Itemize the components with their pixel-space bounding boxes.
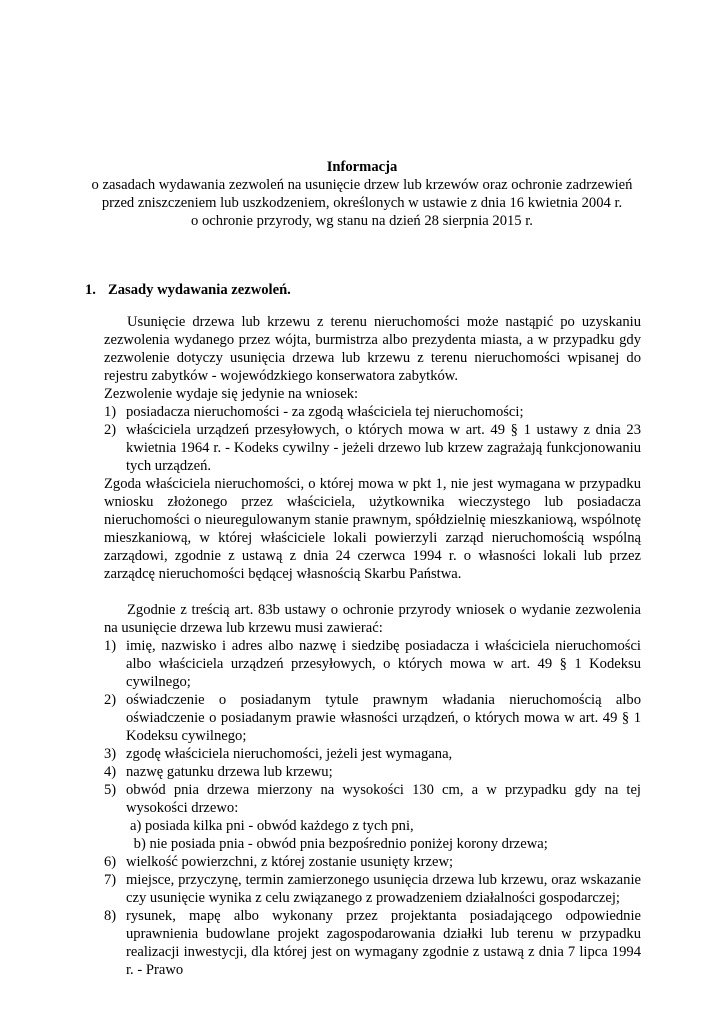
section-heading [85,281,291,299]
document-body [104,313,641,979]
list-item-text: oświadczenie o posiadanym tytule prawnym władania nieruchomością albo oświadczenie o posiadanym prawie własności urządzeń, o których mowa w art. 49 § 1 Kodeksu cywilnego; [126,692,641,744]
list-item-number: 1) [104,404,117,420]
document-header [0,158,724,230]
list-item-number: 7) [104,872,117,888]
list-item [104,691,641,745]
list-item-number: 5) [104,782,117,798]
list-item-number: 2) [104,692,117,708]
list-item-number: 4) [104,764,117,780]
list-item-text: wielkość powierzchni, z której zostanie usunięty krzew; [126,854,454,870]
list-item-number: 6) [104,854,117,870]
subtitle-line-1: o zasadach wydawania zezwoleń na usunięcie drzew lub krzewów oraz ochronie zadrzewień [91,177,633,193]
list-item-number: 3) [104,746,117,762]
list-item [104,403,641,421]
list-item-text: właściciela urządzeń przesyłowych, o których mowa w art. 49 § 1 ustawy z dnia 23 kwietnia 1964 r. - Kodeks cywilny - jeżeli drzewo lub krzew zagrażają funkcjonowaniu tych urządzeń. [126,422,641,474]
list-item [104,745,641,763]
list-item-number: 8) [104,908,117,924]
list-item-text: miejsce, przyczynę, termin zamierzonego usunięcia drzewa lub krzewu, oraz wskazanie czy usunięcie wynika z celu związanego z prowadzeniem działalności gospodarczej; [126,872,641,906]
section-title: Zasady wydawania zezwoleń. [108,282,291,298]
list-item [104,763,641,781]
paragraph-2: Zezwolenie wydaje się jedynie na wniosek: [104,386,359,402]
list-item-text: zgodę właściciela nieruchomości, jeżeli jest wymagana, [126,746,453,762]
list-item [104,781,641,817]
list-item-text: obwód pnia drzewa mierzony na wysokości 130 cm, a w przypadku gdy na tej wysokości drzewo: [126,782,641,816]
list-item-text: posiadacza nieruchomości - za zgodą właściciela tej nieruchomości; [126,404,524,420]
list-item [104,907,641,979]
section-number: 1. [85,282,96,298]
list-item [104,637,641,691]
paragraph-3: Zgoda właściciela nieruchomości, o której mowa w pkt 1, nie jest wymagana w przypadku wniosku złożonego przez właściciela, użytkownika wieczystego lub posiadacza nieruchomości o nieuregulowanym stanie prawnym, spółdzielnię mieszkaniową, wspólnotę mieszkaniową, w której właściciele lokali powierzyli zarząd nieruchomością wspólną zarządowi, zgodnie z ustawą z dnia 24 czerwca 1994 r. o własności lokali lub przez zarządcę nieruchomości będącej własnością Skarbu Państwa. [104,476,641,582]
subtitle-line-3: o ochronie przyrody, wg stanu na dzień 28 sierpnia 2015 r. [191,213,533,229]
list-item-text: nazwę gatunku drzewa lub krzewu; [126,764,333,780]
list-item-number: 2) [104,422,117,438]
list-item [104,421,641,475]
list-item-text: rysunek, mapę albo wykonany przez projektanta posiadającego odpowiednie uprawnienia budowlane projekt zagospodarowania działki lub terenu w przypadku realizacji inwestycji, dla której jest on wymagany zgodnie z ustawą z dnia 7 lipca 1994 r. - Prawo [126,908,641,978]
subtitle-line-2: przed zniszczeniem lub uszkodzeniem, określonych w ustawie z dnia 16 kwietnia 2004 r. [101,195,623,211]
sub-list-item: a) posiada kilka pni - obwód każdego z tych pni, [130,818,414,834]
list-item [104,871,641,907]
spacer [104,583,641,601]
list-item-number: 1) [104,638,117,654]
paragraph-1: Usunięcie drzewa lub krzewu z terenu nieruchomości może nastąpić po uzyskaniu zezwolenia wydanego przez wójta, burmistrza albo prezydenta miasta, a w przypadku gdy zezwolenie dotyczy usunięcia drzewa lub krzewu z terenu nieruchomości wpisanej do rejestru zabytków - wojewódzkiego konserwatora zabytków. [104,314,641,384]
list-item [104,853,641,871]
sub-list-item: b) nie posiada pnia - obwód pnia bezpośrednio poniżej korony drzewa; [130,836,548,852]
document-title: Informacja [326,159,398,175]
paragraph-4: Zgodnie z treścią art. 83b ustawy o ochronie przyrody wniosek o wydanie zezwolenia na usunięcie drzewa lub krzewu musi zawierać: [104,602,641,636]
list-item-text: imię, nazwisko i adres albo nazwę i siedzibę posiadacza i właściciela nieruchomości albo właściciela urządzeń przesyłowych, o których mowa w art. 49 § 1 Kodeksu cywilnego; [126,638,641,690]
